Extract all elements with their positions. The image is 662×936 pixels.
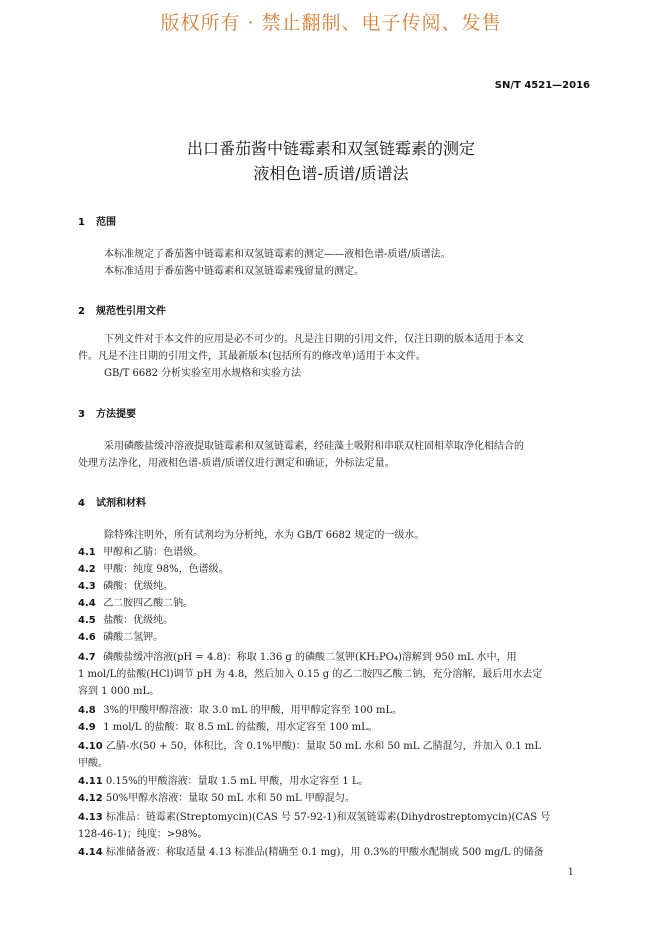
section-number: 3 xyxy=(78,409,85,420)
list-item xyxy=(78,773,369,790)
list-item xyxy=(78,561,229,578)
list-item xyxy=(78,844,544,861)
list-item xyxy=(78,578,173,595)
item-number: 4.6 xyxy=(78,632,96,643)
item-text: 磷酸二氢钾。 xyxy=(103,632,164,643)
section-number: 2 xyxy=(78,306,85,317)
item-number: 4.1 xyxy=(78,547,96,558)
item-text: 1 mol/L 的盐酸：取 8.5 mL 的盐酸，用水定容至 100 mL。 xyxy=(103,722,378,733)
item-number: 4.7 xyxy=(78,652,96,663)
paragraph: 本标准适用于番茄酱中链霉素和双氢链霉素残留量的测定。 xyxy=(104,266,364,277)
paragraph: 下列文件对于本文件的应用是必不可少的。凡是注日期的引用文件，仅注日期的版本适用于本文 xyxy=(104,334,524,345)
item-text: 乙腈-水(50 + 50，体积比，含 0.1%甲酸)：量取 50 mL 水和 50 mL 乙腈混匀，并加入 0.1 mL xyxy=(105,741,541,752)
list-item xyxy=(78,719,378,736)
paragraph: 采用磷酸盐缓冲溶液提取链霉素和双氢链霉素，经硅藻土吸附和串联双柱固相萃取净化相结合的 xyxy=(104,441,524,452)
item-number: 4.5 xyxy=(78,615,96,626)
item-number: 4.13 xyxy=(78,812,103,823)
item-number: 4.10 xyxy=(78,741,103,752)
item-number: 4.14 xyxy=(78,847,103,858)
page-number: 1 xyxy=(567,867,574,878)
paragraph: 除特殊注明外，所有试剂均为分析纯，水为 GB/T 6682 规定的一级水。 xyxy=(104,530,425,541)
section-title: 范围 xyxy=(96,217,116,228)
section-number: 4 xyxy=(78,498,85,509)
item-number: 4.8 xyxy=(78,705,96,716)
item-text-continued: 甲酸。 xyxy=(78,758,108,769)
list-item xyxy=(78,649,517,666)
list-item xyxy=(78,738,541,755)
item-text: 乙二胺四乙酸二钠。 xyxy=(103,598,194,609)
item-number: 4.12 xyxy=(78,793,103,804)
section-number: 1 xyxy=(78,217,85,228)
paragraph: 件。凡是不注日期的引用文件，其最新版本(包括所有的修改单)适用于本文件。 xyxy=(78,351,426,362)
section-heading-references xyxy=(78,302,166,317)
item-text: 磷酸：优级纯。 xyxy=(103,581,174,592)
section-title: 规范性引用文件 xyxy=(96,306,166,317)
item-text: 标准品：链霉素(Streptomycin)(CAS 号 57-92-1)和双氢链霉素(Dihydrostreptomycin)(CAS 号 xyxy=(105,812,551,823)
section-heading-reagents xyxy=(78,494,146,509)
item-number: 4.9 xyxy=(78,722,96,733)
section-title: 试剂和材料 xyxy=(96,498,146,509)
section-heading-scope xyxy=(78,213,116,228)
list-item xyxy=(78,629,163,646)
list-item xyxy=(78,544,203,561)
item-number: 4.2 xyxy=(78,564,96,575)
item-text: 0.15%的甲酸溶液：量取 1.5 mL 甲酸，用水定容至 1 L。 xyxy=(105,776,369,787)
paragraph: 本标准规定了番茄酱中链霉素和双氢链霉素的测定——液相色谱-质谱/质谱法。 xyxy=(104,249,451,260)
item-number: 4.3 xyxy=(78,581,96,592)
standard-code: SN/T 4521—2016 xyxy=(494,80,590,91)
list-item xyxy=(78,612,173,629)
item-text-continued: 128-46-1)；纯度：>98%。 xyxy=(78,829,208,840)
item-number: 4.4 xyxy=(78,598,96,609)
list-item xyxy=(78,702,402,719)
list-item xyxy=(78,809,550,826)
document-subtitle: 液相色谱-质谱/质谱法 xyxy=(253,164,409,183)
item-number: 4.11 xyxy=(78,776,103,787)
list-item xyxy=(78,790,355,807)
item-text: 50%甲醇水溶液：量取 50 mL 水和 50 mL 甲醇混匀。 xyxy=(105,793,355,804)
reference-entry: GB/T 6682 分析实验室用水规格和实验方法 xyxy=(104,368,302,379)
item-text-continued: 1 mol/L的盐酸(HCl)调节 pH 为 4.8，然后加入 0.15 g 的乙二胺四乙酸二钠，充分溶解，最后用水去定 xyxy=(78,669,543,680)
item-text: 盐酸：优级纯。 xyxy=(103,615,174,626)
section-title: 方法提要 xyxy=(96,409,136,420)
list-item xyxy=(78,595,193,612)
section-heading-method-summary xyxy=(78,405,136,420)
item-text: 甲醇和乙腈：色谱级。 xyxy=(103,547,204,558)
watermark-banner: 版权所有 · 禁止翻制、电子传阅、发售 xyxy=(160,12,502,34)
document-title: 出口番茄酱中链霉素和双氢链霉素的测定 xyxy=(186,139,475,158)
item-text: 标准储备液：称取适量 4.13 标准品(精确至 0.1 mg)，用 0.3%的甲酸水配制成 500 mg/L 的储备 xyxy=(105,847,544,858)
item-text: 磷酸盐缓冲溶液(pH = 4.8)：称取 1.36 g 的磷酸二氢钾(KH₂PO₄)溶解到 950 mL 水中，用 xyxy=(103,652,517,663)
paragraph: 处理方法净化，用液相色谱-质谱/质谱仪进行测定和确证，外标法定量。 xyxy=(78,458,395,469)
item-text: 3%的甲酸甲醇溶液：取 3.0 mL 的甲酸，用甲醇定容至 100 mL。 xyxy=(103,705,403,716)
item-text: 甲酸：纯度 98%，色谱级。 xyxy=(103,564,229,575)
item-text-continued: 容到 1 000 mL。 xyxy=(78,686,160,697)
